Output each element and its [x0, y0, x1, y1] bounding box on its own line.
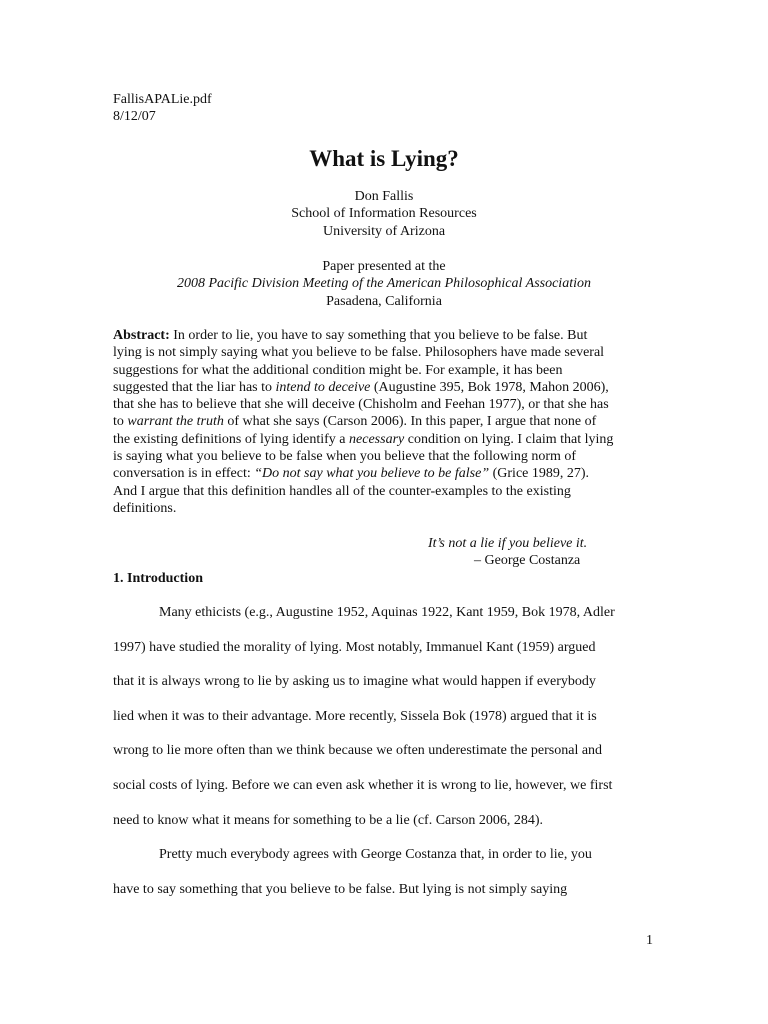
section-heading: 1. Introduction: [113, 571, 203, 586]
body-text: [113, 604, 658, 915]
abstract-line: definitions.: [113, 500, 177, 516]
abstract-line: that she has to believe that she will deceive (Chisholm and Feehan 1977), or that she has: [113, 397, 609, 413]
abstract-line: [113, 413, 645, 430]
document-date: 8/12/07: [113, 109, 156, 125]
abstract-line: suggestions for what the additional condition might be. For example, it has been: [113, 362, 563, 378]
body-line: that it is always wrong to lie by asking us to imagine what would happen if everybody: [113, 674, 596, 690]
abstract-emphasis: intend to deceive: [275, 379, 371, 395]
abstract-line: [113, 327, 645, 344]
abstract-line: And I argue that this definition handles all of the counter-examples to the existing: [113, 483, 571, 499]
body-line: social costs of lying. Before we can even ask whether it is wrong to lie, however, we first: [113, 777, 613, 793]
abstract-emphasis: “Do not say what you believe to be false”: [254, 466, 490, 482]
abstract: [113, 327, 645, 517]
body-line: 1997) have studied the morality of lying. Most notably, Immanuel Kant (1959) argued: [113, 639, 596, 655]
abstract-line: [113, 465, 645, 482]
epigraph-attribution: – George Costanza: [474, 553, 581, 569]
file-label: FallisAPALie.pdf: [113, 92, 212, 107]
body-line: lied when it was to their advantage. More recently, Sissela Bok (1978) argued that it is: [113, 708, 597, 724]
abstract-emphasis: warrant the truth: [127, 414, 224, 430]
abstract-text: conversation is in effect:: [113, 466, 255, 482]
abstract-label: Abstract:: [113, 328, 170, 343]
abstract-text: (Grice 1989, 27).: [489, 466, 590, 482]
body-line: wrong to lie more often than we think because we often underestimate the personal and: [113, 743, 603, 759]
abstract-text: condition on lying. I claim that lying: [404, 431, 614, 447]
body-line: Pretty much everybody agrees with George Costanza that, in order to lie, you: [159, 847, 592, 863]
body-line: have to say something that you believe to be false. But lying is not simply saying: [113, 881, 568, 897]
abstract-line: is saying what you believe to be false when you believe that the following norm of: [113, 449, 577, 465]
paper-title: What is Lying?: [309, 146, 459, 171]
abstract-emphasis: necessary: [349, 431, 405, 447]
abstract-line: [113, 431, 645, 448]
epigraph-quote: It’s not a lie if you believe it.: [428, 536, 588, 551]
document-header: [113, 91, 413, 126]
author-department: School of Information Resources: [291, 206, 477, 222]
venue-meeting-text: 2008 Pacific Division Meeting of the American Philosophical Association: [177, 276, 591, 292]
author-name: Don Fallis: [354, 189, 414, 204]
abstract-text: of what she says (Carson 2006). In this paper, I argue that none of: [223, 414, 597, 430]
body-line: Many ethicists (e.g., Augustine 1952, Aquinas 1922, Kant 1959, Bok 1978, Adler: [159, 605, 615, 620]
abstract-text: suggested that the liar has to: [113, 379, 276, 395]
abstract-text: In order to lie, you have to say something that you believe to be false. But: [169, 328, 588, 343]
venue-location: Pasadena, California: [326, 293, 442, 309]
abstract-text: to: [113, 414, 128, 430]
venue-block: [0, 258, 768, 310]
author-university: University of Arizona: [322, 223, 446, 239]
venue-intro: Paper presented at the: [322, 259, 446, 274]
page-number: 1: [646, 933, 653, 948]
author-block: [0, 188, 768, 240]
abstract-text: the existing definitions of lying identify a: [113, 431, 350, 447]
body-line: need to know what it means for something to be a lie (cf. Carson 2006, 284).: [113, 812, 544, 828]
abstract-line: lying is not simply saying what you believe to be false. Philosophers have made several: [113, 345, 605, 361]
epigraph: [428, 535, 688, 570]
venue-meeting: [0, 275, 768, 292]
abstract-text: (Augustine 395, Bok 1978, Mahon 2006),: [370, 379, 609, 395]
abstract-line: [113, 379, 645, 396]
